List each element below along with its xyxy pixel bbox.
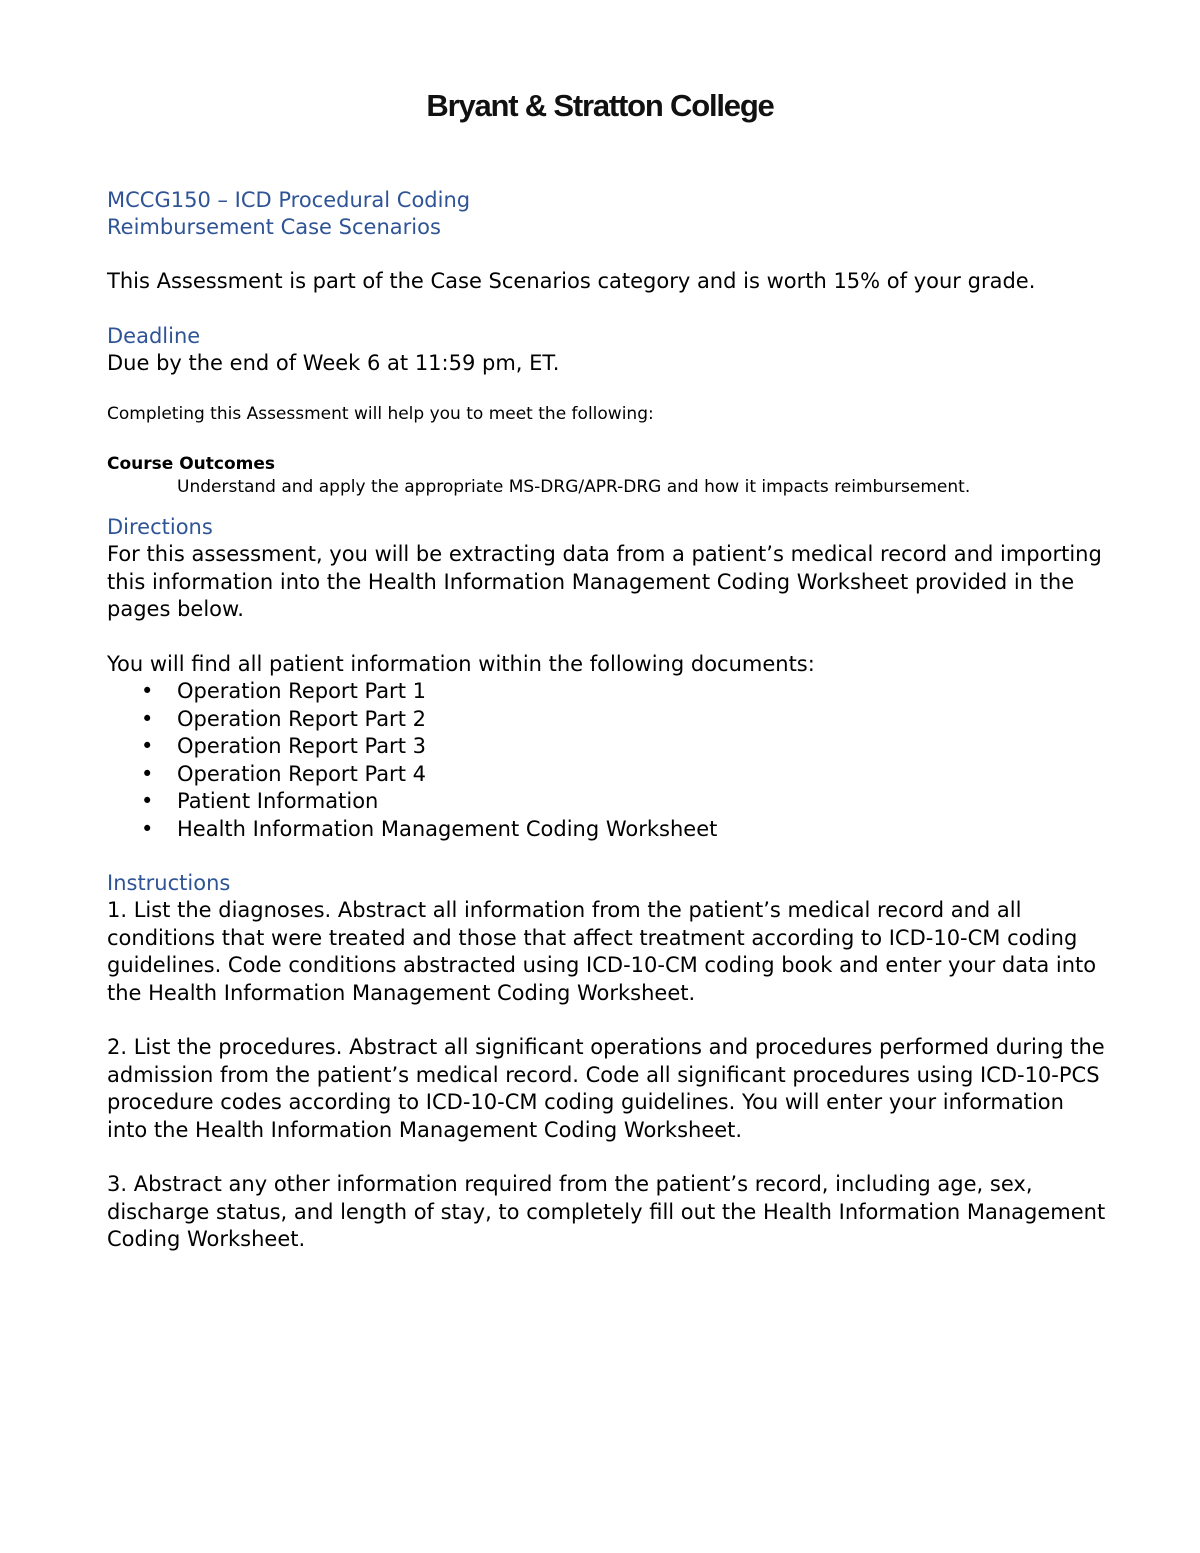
intro-paragraph: This Assessment is part of the Case Scenarios category and is worth 15% of your grade.	[107, 269, 1036, 293]
course-subtitle: Reimbursement Case Scenarios	[107, 215, 441, 239]
list-item: • Health Information Management Coding Worksheet	[107, 816, 1107, 844]
bullet-icon: •	[141, 706, 154, 731]
bullet-icon: •	[141, 761, 154, 786]
instruction-step-1: 1. List the diagnoses. Abstract all information from the patient’s medical record and all conditions that were treated and those that affect treatment according to ICD-10-CM coding guidelines. Code conditions abstracted using ICD-10-CM coding book and enter your data into the Health Information Management Coding Worksheet.	[107, 898, 1097, 1005]
course-title: MCCG150 – ICD Procedural Coding	[107, 188, 471, 212]
document-body	[107, 187, 1107, 1254]
bullet-icon: •	[141, 734, 154, 758]
outcomes-heading: Course Outcomes	[107, 454, 276, 474]
list-item: • Operation Report Part 2	[107, 706, 1107, 734]
documents-intro: You will find all patient information within the following documents:	[107, 651, 815, 676]
outcomes-text: Understand and apply the appropriate MS-DRG/APR-DRG and how it impacts reimbursement.	[177, 477, 971, 497]
deadline-heading: Deadline	[107, 323, 201, 348]
bullet-icon: •	[141, 789, 154, 813]
instructions-heading: Instructions	[107, 871, 231, 895]
list-item: • Patient Information	[107, 788, 1107, 816]
list-item: • Operation Report Part 4	[107, 761, 1107, 789]
list-item: • Operation Report Part 1	[107, 678, 1107, 706]
deadline-text: Due by the end of Week 6 at 11:59 pm, ET.	[107, 350, 560, 375]
directions-text: For this assessment, you will be extracting data from a patient’s medical record and importing this information into the Health Information Management Coding Worksheet provided in the pages below.	[107, 542, 1102, 621]
college-logo-title: Bryant & Stratton College	[426, 88, 774, 123]
list-item: • Operation Report Part 3	[107, 733, 1107, 761]
instruction-step-2: 2. List the procedures. Abstract all significant operations and procedures performed during the admission from the patient’s medical record. Code all significant procedures using ICD-10-PCS procedure codes according to ICD-10-CM coding guidelines. You will enter your information into the Health Information Management Coding Worksheet.	[107, 1035, 1105, 1142]
instruction-step-3: 3. Abstract any other information required from the patient’s record, including age, sex, discharge status, and length of stay, to completely fill out the Health Information Management Coding Worksheet.	[107, 1172, 1106, 1251]
bullet-icon: •	[141, 679, 154, 703]
completing-text: Completing this Assessment will help you to meet the following:	[107, 404, 654, 424]
documents-list	[107, 678, 1107, 843]
directions-heading: Directions	[107, 515, 213, 539]
bullet-icon: •	[141, 816, 154, 841]
